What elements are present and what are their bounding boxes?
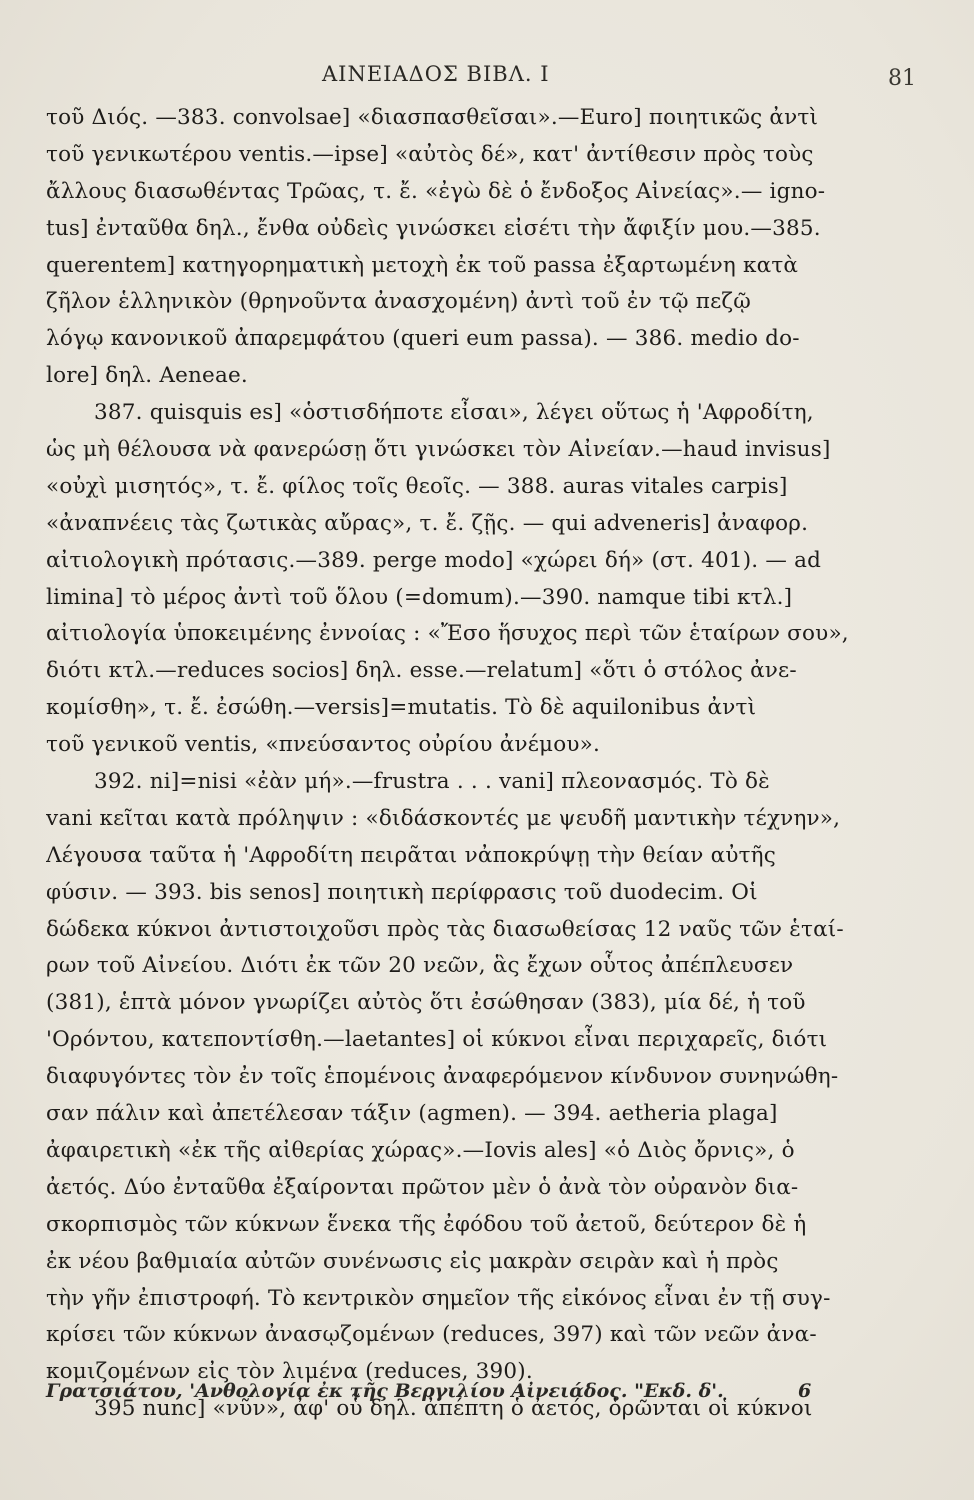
text-line: κρίσει τῶν κύκνων ἀνασῳζομένων (reduces, 397) καὶ τῶν νεῶν ἀνα- [46,1322,817,1348]
text-line: ζῆλον ἑλληνικὸν (θρηνοῦντα ἀνασχομένη) ἀντὶ τοῦ ἐν τῷ πεζῷ [46,289,752,315]
text-line: διότι κτλ.—reduces socios] δηλ. esse.—relatum] «ὅτι ὁ στόλος ἀνε- [46,658,797,684]
text-line: ἄλλους διασωθέντας Τρῶας, τ. ἔ. «ἐγὼ δὲ ὁ ἔνδοξος Αἰνείας».— igno- [46,178,826,204]
text-line: ρων τοῦ Αἰνείου. Διότι ἐκ τῶν 20 νεῶν, ἃς ἔχων οὗτος ἀπέπλευσεν [46,953,794,979]
text-line: lore] δηλ. Aeneae. [46,363,248,389]
text-line: ὡς μὴ θέλουσα νὰ φανερώσῃ ὅτι γινώσκει τὸν Αἰνείαν.—haud invisus] [46,437,831,463]
text-line: 387. quisquis es] «ὁστισδήποτε εἶσαι», λέγει οὕτως ἡ 'Αφροδίτη, [94,400,814,426]
text-line: limina] τὸ μέρος ἀντὶ τοῦ ὅλου (=domum).—390. namque tibi κτλ.] [46,584,793,610]
text-line: 395 nunc] «νῦν», ἀφ' οὗ δηλ. ἀπέπτη ὁ ἀετός, ὁρῶνται οἱ κύκνοι [94,1396,813,1422]
text-line: κομίσθη», τ. ἔ. ἐσώθη.—versis]=mutatis. Τὸ δὲ aquilonibus ἀντὶ [46,695,757,721]
text-line: δώδεκα κύκνοι ἀντιστοιχοῦσι πρὸς τὰς διασωθείσας 12 ναῦς τῶν ἑταί- [46,916,844,942]
text-line: 392. ni]=nisi «ἐὰν μή».—frustra . . . vani] πλεονασμός. Τὸ δὲ [94,769,770,795]
text-line: κομιζομένων εἰς τὸν λιμένα (reduces, 390). [46,1359,533,1385]
footer-citation: Γρατσιάτου, 'Ανθολογία ἐκ τῆς Βεργιλίου Αἰνειάδος. "Εκδ. δ'. [46,1380,724,1402]
text-line: λόγῳ κανονικοῦ ἀπαρεμφάτου (queri eum passa). — 386. medio do- [46,326,800,352]
text-line: Λέγουσα ταῦτα ἡ 'Αφροδίτη πειρᾶται νἀποκρύψῃ τὴν θείαν αὐτῆς [46,842,777,868]
text-line: ἀετός. Δύο ἐνταῦθα ἐξαίρονται πρῶτον μὲν ὁ ἀνὰ τὸν οὐρανὸν δια- [46,1174,799,1200]
text-line: τοῦ Διός. —383. convolsae] «διασπασθεῖσαι».—Euro] ποιητικῶς ἀντὶ [46,105,819,130]
commentary-text [46,100,928,1428]
text-line: τοῦ γενικωτέρου ventis.—ipse] «αὐτὸς δέ», κατ' ἀντίθεσιν πρὸς τοὺς [46,141,814,167]
running-head [0,62,974,92]
text-line: σαν πάλιν καὶ ἀπετέλεσαν τάξιν (agmen). — 394. aetheria plaga] [46,1101,778,1127]
text-line: vani κεῖται κατὰ πρόληψιν : «διδάσκοντές με ψευδῆ μαντικὴν τέχνην», [46,805,841,831]
text-line: διαφυγόντες τὸν ἐν τοῖς ἑπομένοις ἀναφερόμενον κίνδυνον συνηνώθη- [46,1064,839,1090]
text-line: «οὐχὶ μισητός», τ. ἔ. φίλος τοῖς θεοῖς. — 388. auras vitales carpis] [46,473,788,499]
text-line: ἀφαιρετικὴ «ἐκ τῆς αἰθερίας χώρας».—Iovis ales] «ὁ Διὸς ὄρνις», ὁ [46,1137,795,1163]
text-line: αἰτιολογικὴ πρότασις.—389. perge modo] «χώρει δή» (στ. 401). — ad [46,547,822,573]
text-line: (381), ἑπτὰ μόνον γνωρίζει αὐτὸς ὅτι ἐσώθησαν (383), μία δέ, ἡ τοῦ [46,990,806,1016]
page-number: 81 [888,66,916,91]
text-line: τὴν γῆν ἐπιστροφή. Τὸ κεντρικὸν σημεῖον τῆς εἰκόνος εἶναι ἐν τῇ συγ- [46,1285,831,1311]
running-title: ΑΙΝΕΙΑΔΟΣ ΒΙΒΛ. Ι [322,62,550,86]
text-line: ἐκ νέου βαθμιαία αὐτῶν συνένωσις εἰς μακρὰν σειρὰν καὶ ἡ πρὸς [46,1248,779,1274]
signature-mark: 6 [798,1380,812,1402]
text-line: 'Ορόντου, κατεποντίσθη.—laetantes] οἱ κύκνοι εἶναι περιχαρεῖς, διότι [46,1027,828,1053]
text-line: σκορπισμὸς τῶν κύκνων ἕνεκα τῆς ἐφόδου τοῦ ἀετοῦ, δεύτερον δὲ ἡ [46,1211,807,1237]
footer [46,1380,928,1410]
text-line: αἰτιολογία ὑποκειμένης ἐννοίας : «Ἔσο ἥσυχος περὶ τῶν ἑταίρων σου», [46,621,849,647]
text-line: querentem] κατηγορηματικὴ μετοχὴ ἐκ τοῦ passa ἐξαρτωμένη κατὰ [46,252,799,278]
text-line: φύσιν. — 393. bis senos] ποιητικὴ περίφρασις τοῦ duodecim. Οἱ [46,879,758,905]
text-line: τοῦ γενικοῦ ventis, «πνεύσαντος οὐρίου ἀνέμου». [46,732,601,758]
text-line: «ἀναπνέεις τὰς ζωτικὰς αὔρας», τ. ἔ. ζῇς. — qui adveneris] ἀναφορ. [46,510,809,536]
text-line: tus] ἐνταῦθα δηλ., ἔνθα οὐδεὶς γινώσκει εἰσέτι τὴν ἄφιξίν μου.—385. [46,215,821,241]
